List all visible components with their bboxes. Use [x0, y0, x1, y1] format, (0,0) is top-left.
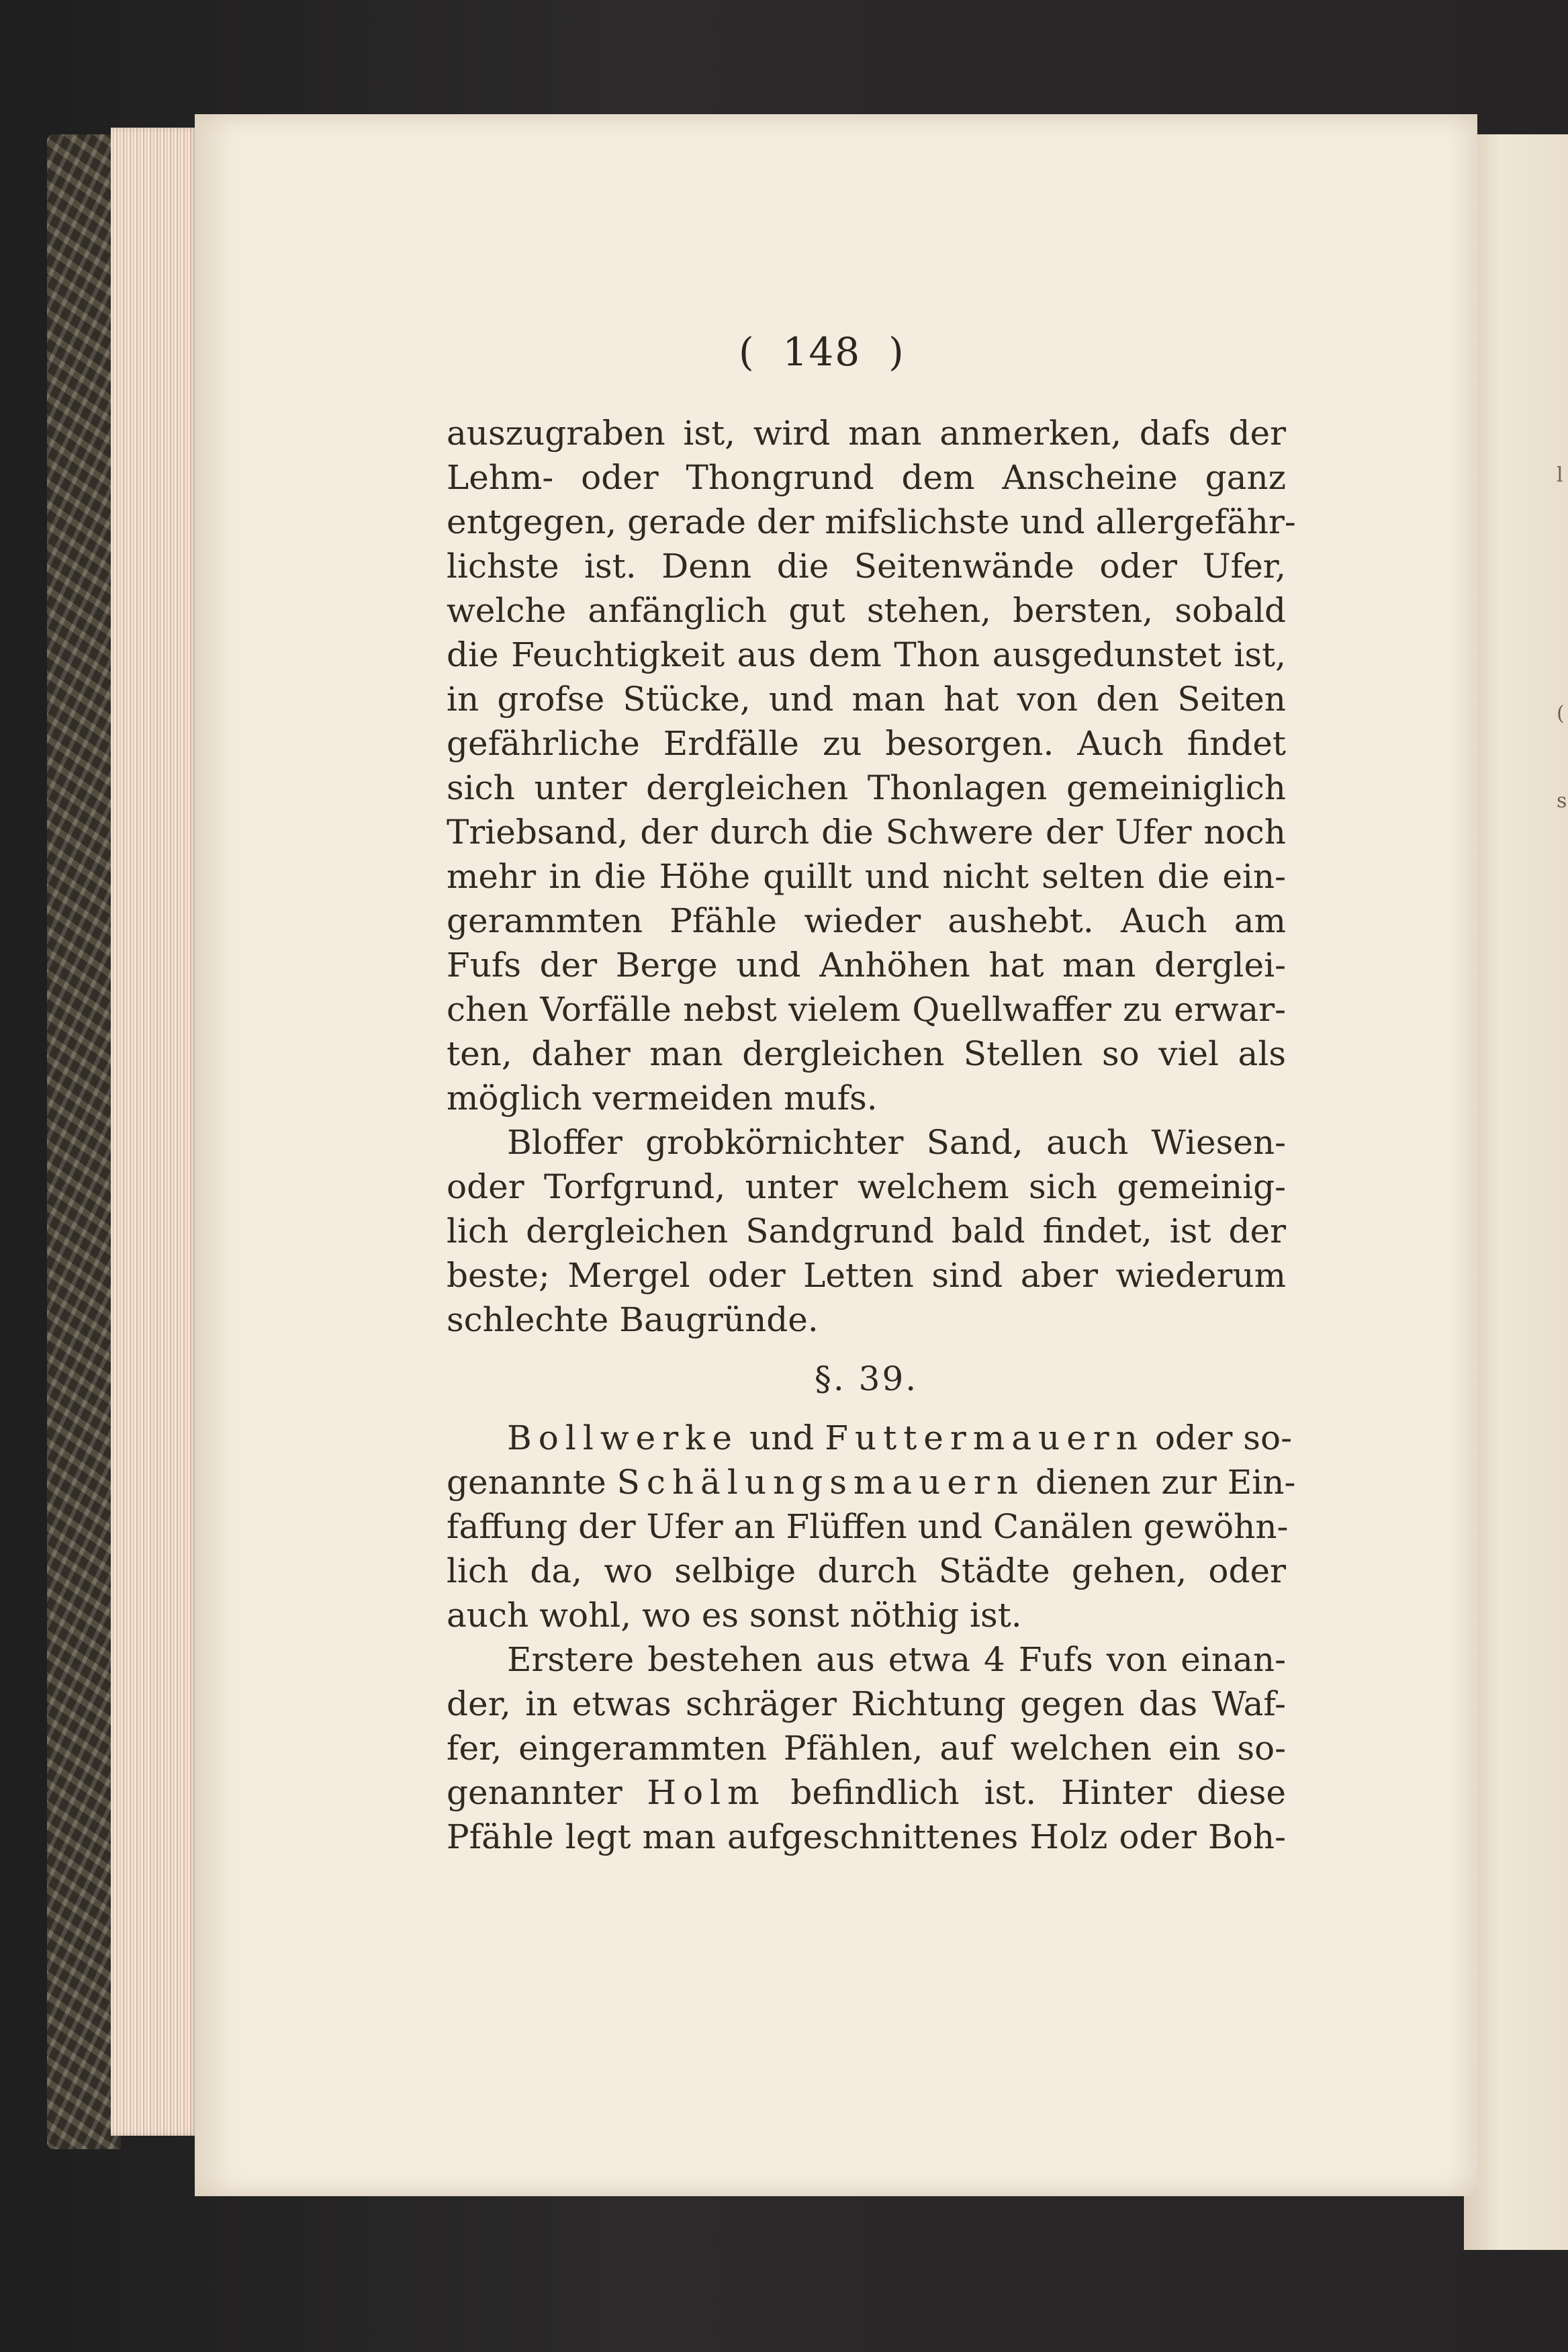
- text-line: auszugraben ist, wird man anmerken, dafs der: [447, 414, 1286, 453]
- text-line: gefährliche Erdfälle zu besorgen. Auch findet: [447, 724, 1286, 763]
- text-line: sich unter dergleichen Thonlagen gemeiniglich: [447, 768, 1286, 807]
- text-line: Fufs der Berge und Anhöhen hat man derglei-: [447, 946, 1286, 985]
- text-line: welche anfänglich gut stehen, bersten, sobald: [447, 591, 1286, 630]
- spaced-term: Holm: [647, 1773, 766, 1812]
- facing-page: [1464, 134, 1568, 2250]
- text-line: entgegen, gerade der mifslichste und allergefähr-: [447, 502, 1296, 541]
- facing-page-mark: (: [1557, 702, 1565, 725]
- text-line: gerammten Pfähle wieder aushebt. Auch am: [447, 901, 1286, 940]
- paragraph: [447, 1416, 1296, 1637]
- text-line: die Feuchtigkeit aus dem Thon ausgedunstet ist,: [447, 635, 1286, 674]
- text-line: Bloffer grobkörnichter Sand, auch Wiesen-: [507, 1123, 1286, 1162]
- text-line: Pfähle legt man aufgeschnittenes Holz oder Boh-: [447, 1817, 1286, 1856]
- text-line: [447, 1770, 1286, 1815]
- facing-page-mark: s: [1557, 789, 1567, 813]
- text-line: faffung der Ufer an Flüffen und Canälen gewöhn-: [447, 1507, 1289, 1546]
- page-number-header: ( 148 ): [739, 329, 905, 375]
- text-line: Triebsand, der durch die Schwere der Ufer noch: [447, 813, 1286, 852]
- paragraph: [447, 1120, 1286, 1342]
- text-line: in grofse Stücke, und man hat von den Seiten: [447, 680, 1286, 719]
- text-line: beste; Mergel oder Letten sind aber wiederum: [447, 1256, 1286, 1295]
- paragraph: [447, 1637, 1286, 1859]
- text-line: schlechte Baugründe.: [447, 1300, 819, 1339]
- text-span: genannte: [447, 1463, 617, 1502]
- text-line: fer, eingerammten Pfählen, auf welchen ein so-: [447, 1729, 1286, 1768]
- text-line: Lehm- oder Thongrund dem Anscheine ganz: [447, 458, 1286, 497]
- text-span: dienen zur Ein-: [1025, 1463, 1296, 1502]
- text-span: genannter: [447, 1773, 647, 1812]
- spaced-term: Bollwerke: [507, 1418, 739, 1457]
- text-line: oder Torfgrund, unter welchem sich gemeinig-: [447, 1167, 1286, 1206]
- spaced-term: Schälungsmauern: [616, 1463, 1025, 1502]
- text-line: lich da, wo selbige durch Städte gehen, oder: [447, 1551, 1286, 1590]
- paragraph: [447, 411, 1296, 1120]
- facing-page-mark: l: [1557, 463, 1563, 487]
- text-span: oder so-: [1144, 1418, 1292, 1457]
- text-line: lich dergleichen Sandgrund bald findet, ist der: [447, 1212, 1286, 1251]
- text-span: befindlich ist. Hinter diese: [766, 1773, 1286, 1812]
- text-line: möglich vermeiden mufs.: [447, 1079, 878, 1118]
- text-line: ten, daher man dergleichen Stellen so viel als: [447, 1034, 1286, 1073]
- text-line: lichste ist. Denn die Seitenwände oder Ufer,: [447, 547, 1286, 586]
- text-line: Erstere bestehen aus etwa 4 Fufs von einan-: [507, 1640, 1286, 1679]
- text-line: [447, 1460, 1296, 1504]
- text-span: und: [739, 1418, 825, 1457]
- section-heading: §. 39.: [814, 1359, 919, 1398]
- book-spine: [47, 134, 121, 2149]
- page-body: [447, 411, 1296, 1859]
- page-edges: [111, 128, 198, 2136]
- text-line: der, in etwas schräger Richtung gegen das Waf-: [447, 1684, 1286, 1723]
- text-line: mehr in die Höhe quillt und nicht selten die ein-: [447, 857, 1286, 896]
- spaced-term: Futtermauern: [825, 1418, 1144, 1457]
- text-line: auch wohl, wo es sonst nöthig ist.: [447, 1596, 1022, 1635]
- text-line: chen Vorfälle nebst vielem Quellwaffer zu erwar-: [447, 990, 1286, 1029]
- text-line: [447, 1416, 1292, 1460]
